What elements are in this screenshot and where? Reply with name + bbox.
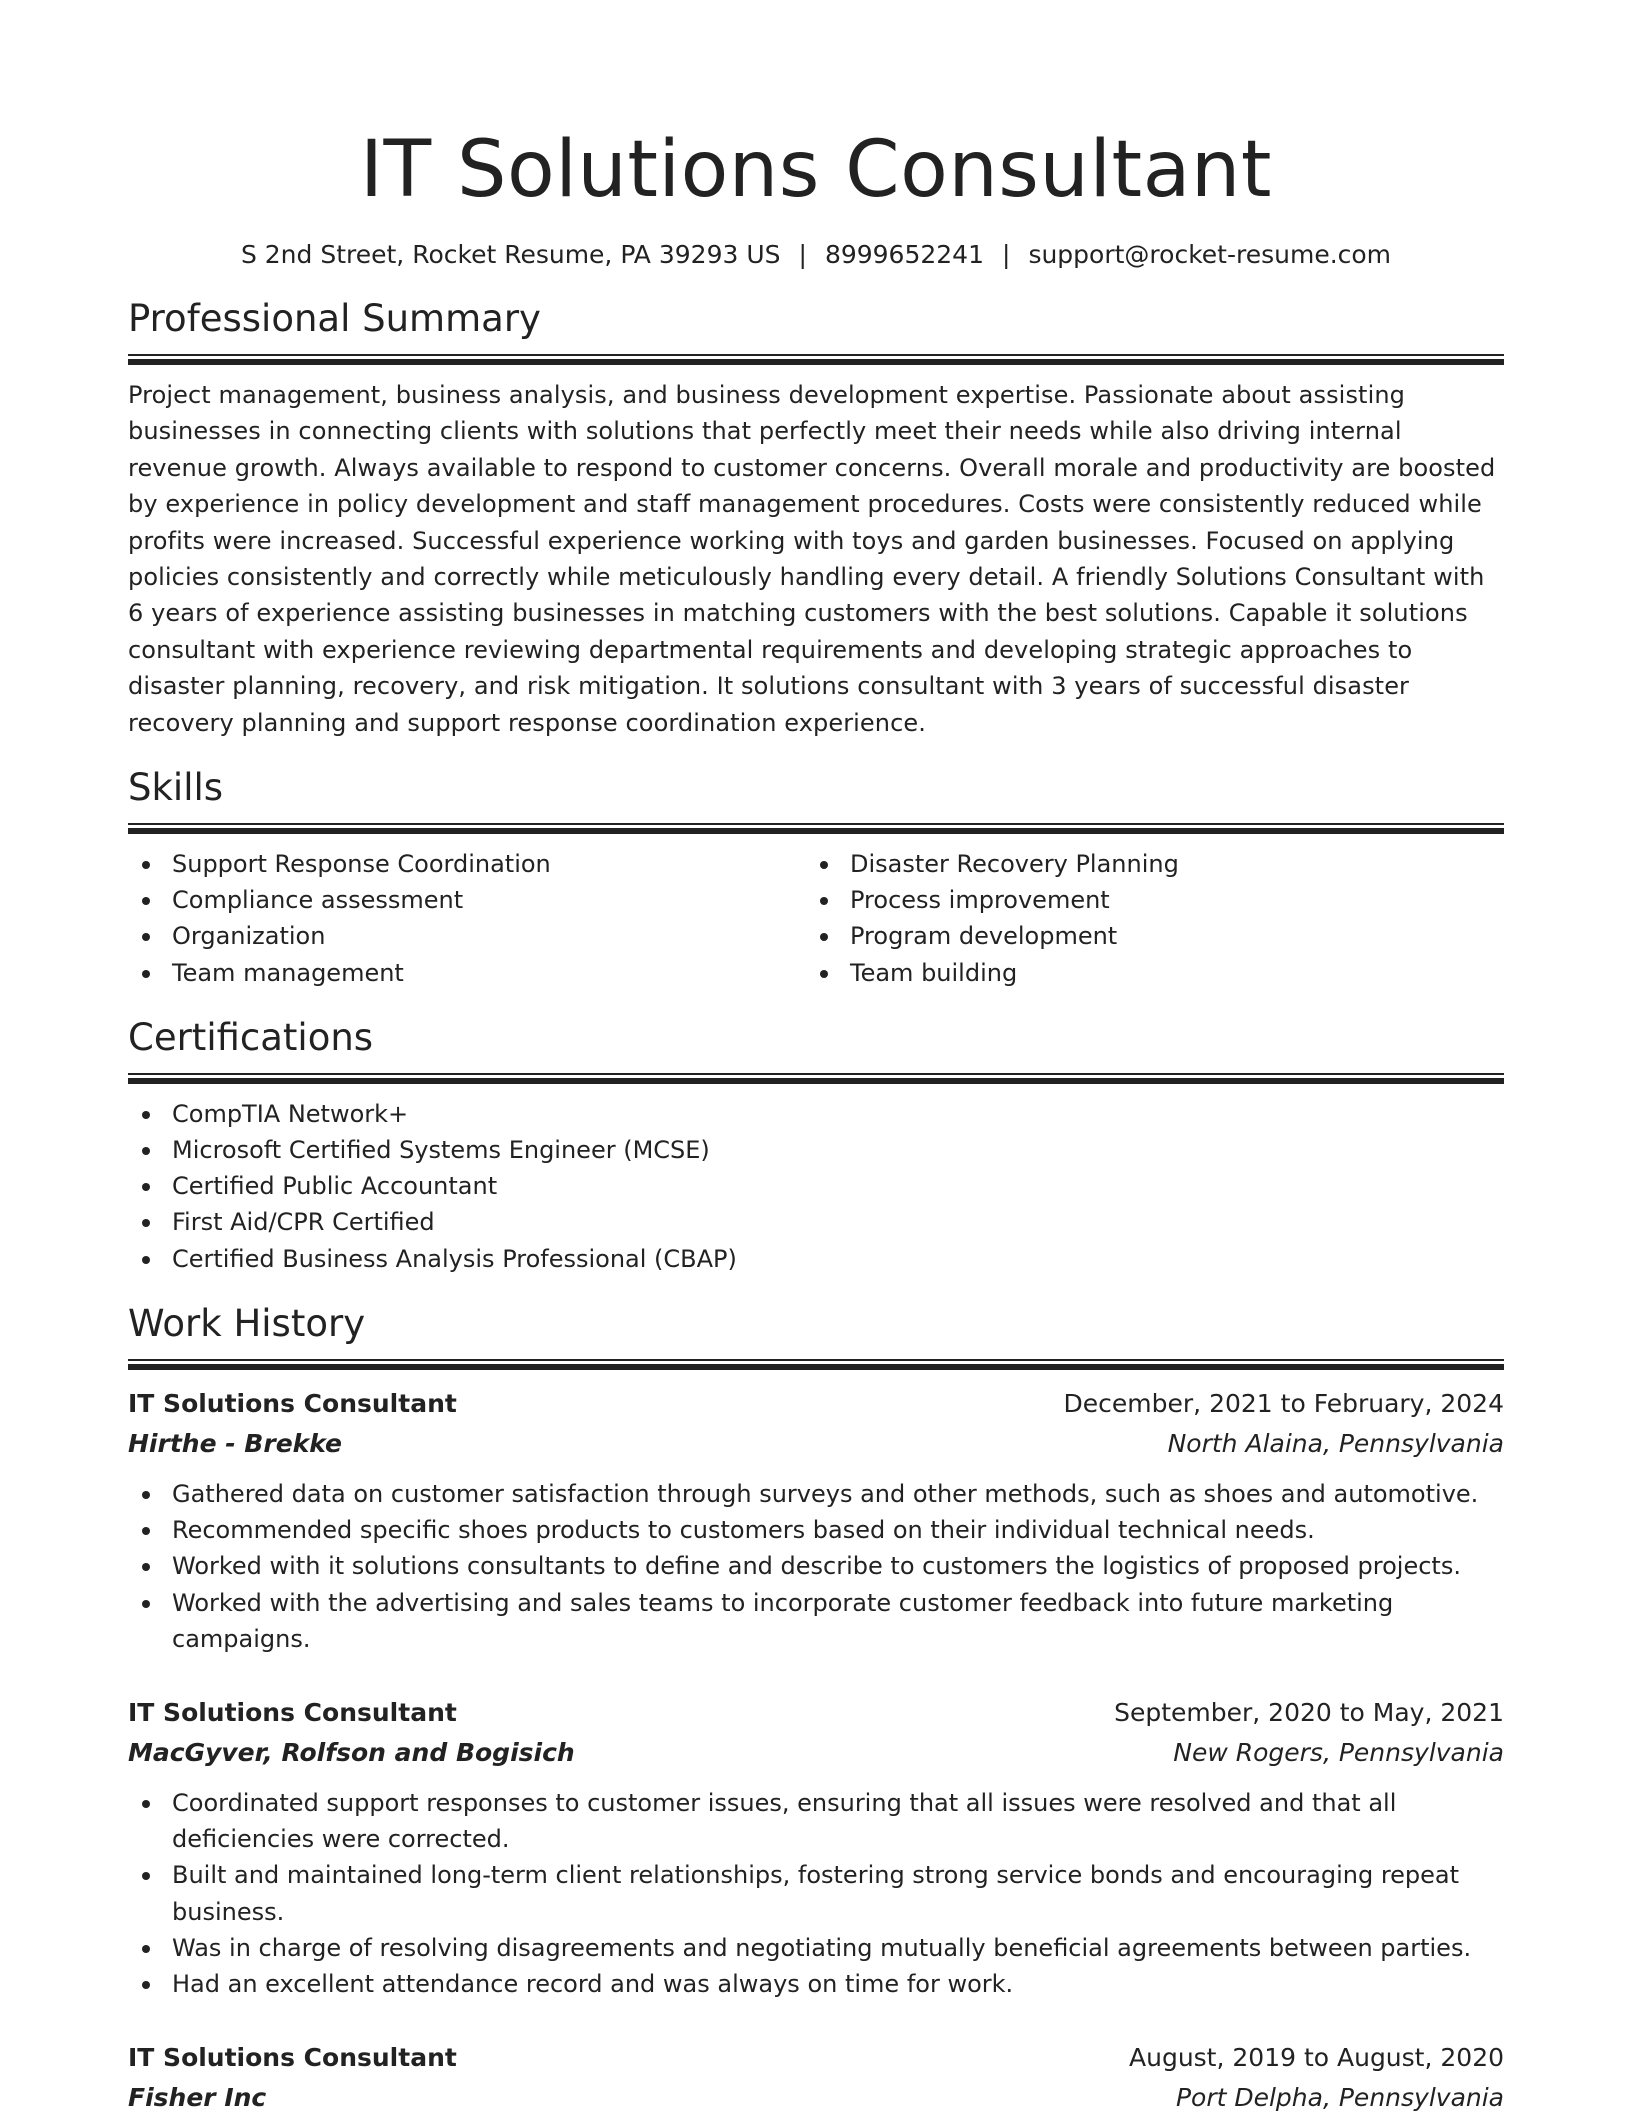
job-duty: Had an excellent attendance record and was always on time for work. (128, 1966, 1504, 2002)
certification-item: Certified Public Accountant (128, 1168, 1504, 1204)
contact-email: support@rocket-resume.com (1028, 240, 1392, 269)
job-title: IT Solutions Consultant (128, 1388, 457, 1418)
job-dates: August, 2019 to August, 2020 (1129, 2043, 1504, 2073)
job-company: Fisher Inc (128, 2083, 267, 2112)
skill-item: Support Response Coordination (128, 846, 806, 882)
skill-item: Organization (128, 918, 806, 954)
skills-heading: Skills (128, 766, 224, 810)
job-duty: Was in charge of resolving disagreements and negotiating mutually beneficial agreements between parties. (128, 1930, 1504, 1966)
job-header (128, 1693, 1504, 1733)
job-duty: Gathered data on customer satisfaction through surveys and other methods, such as shoes and automotive. (128, 1476, 1504, 1512)
contact-address: S 2nd Street, Rocket Resume, PA 39293 US (240, 240, 781, 269)
skill-item: Program development (806, 918, 1484, 954)
job-location: North Alaina, Pennsylvania (1167, 1428, 1504, 1458)
resume-page (128, 120, 1504, 2112)
summary-text: Project management, business analysis, and business development expertise. Passionate about assisting businesses in connecting clients with solutions that perfectly meet their needs while also driving internal revenue growth. Always available to respond to customer concerns. Overall morale and productivity are boosted by experience in policy development and staff management procedures. Costs were consistently reduced while profits were increased. Successful experience working with toys and garden businesses. Focused on applying policies consistently and correctly while meticulously handling every detail. A friendly Solutions Consultant with 6 years of experience assisting businesses in matching customers with the best solutions. Capable it solutions consultant with experience reviewing departmental requirements and developing strategic approaches to disaster planning, recovery, and risk mitigation. It solutions consultant with 3 years of successful disaster recovery planning and support response coordination experience. (128, 381, 1496, 737)
skills-column-left (128, 846, 806, 991)
section-divider (128, 1359, 1504, 1370)
skill-item: Compliance assessment (128, 882, 806, 918)
job-company: MacGyver, Rolfson and Bogisich (128, 1737, 575, 1767)
certifications-heading: Certifications (128, 1015, 374, 1059)
job-header (128, 1384, 1504, 1424)
section-divider (128, 823, 1504, 834)
skill-item: Process improvement (806, 882, 1484, 918)
job-duty: Recommended specific shoes products to customers based on their individual technical needs. (128, 1512, 1504, 1548)
skills-column-right (806, 846, 1484, 991)
job-title: IT Solutions Consultant (128, 1697, 457, 1727)
skill-item: Team building (806, 955, 1484, 991)
certifications-list (128, 1096, 1504, 1277)
section-divider (128, 354, 1504, 365)
job-location: New Rogers, Pennsylvania (1173, 1737, 1504, 1767)
work-history-heading: Work History (128, 1301, 366, 1345)
job-duties (128, 1476, 1504, 1657)
job-entry (128, 1693, 1504, 2002)
contact-line (128, 238, 1504, 272)
section-divider (128, 1073, 1504, 1084)
skills-list (128, 846, 1504, 991)
job-entry (128, 2038, 1504, 2112)
job-dates: December, 2021 to February, 2024 (1063, 1388, 1504, 1418)
summary-heading: Professional Summary (128, 297, 541, 340)
certification-item: Microsoft Certified Systems Engineer (MCSE) (128, 1132, 1504, 1168)
job-header (128, 2038, 1504, 2078)
job-company: Hirthe - Brekke (128, 1428, 342, 1458)
job-duty: Worked with it solutions consultants to define and describe to customers the logistics of proposed projects. (128, 1548, 1504, 1584)
job-duty: Worked with the advertising and sales teams to incorporate customer feedback into future marketing campaigns. (128, 1585, 1504, 1657)
job-duties (128, 1785, 1504, 2002)
certification-item: Certified Business Analysis Professional (CBAP) (128, 1241, 1504, 1277)
certification-item: First Aid/CPR Certified (128, 1204, 1504, 1240)
job-subheader (128, 1733, 1504, 1773)
contact-separator: | (1002, 240, 1011, 269)
job-subheader (128, 1424, 1504, 1464)
contact-separator: | (798, 240, 807, 269)
skill-item: Disaster Recovery Planning (806, 846, 1484, 882)
job-title: IT Solutions Consultant (128, 2043, 457, 2073)
job-subheader (128, 2078, 1504, 2112)
job-entry (128, 1384, 1504, 1657)
contact-phone: 8999652241 (824, 240, 984, 269)
job-location: Port Delpha, Pennsylvania (1175, 2083, 1504, 2112)
job-duty: Built and maintained long-term client relationships, fostering strong service bonds and encouraging repeat business. (128, 1857, 1504, 1929)
skill-item: Team management (128, 955, 806, 991)
job-duty: Coordinated support responses to customer issues, ensuring that all issues were resolved and that all deficiencies were corrected. (128, 1785, 1504, 1857)
certification-item: CompTIA Network+ (128, 1096, 1504, 1132)
job-dates: September, 2020 to May, 2021 (1114, 1697, 1504, 1727)
resume-name: IT Solutions Consultant (360, 125, 1272, 215)
